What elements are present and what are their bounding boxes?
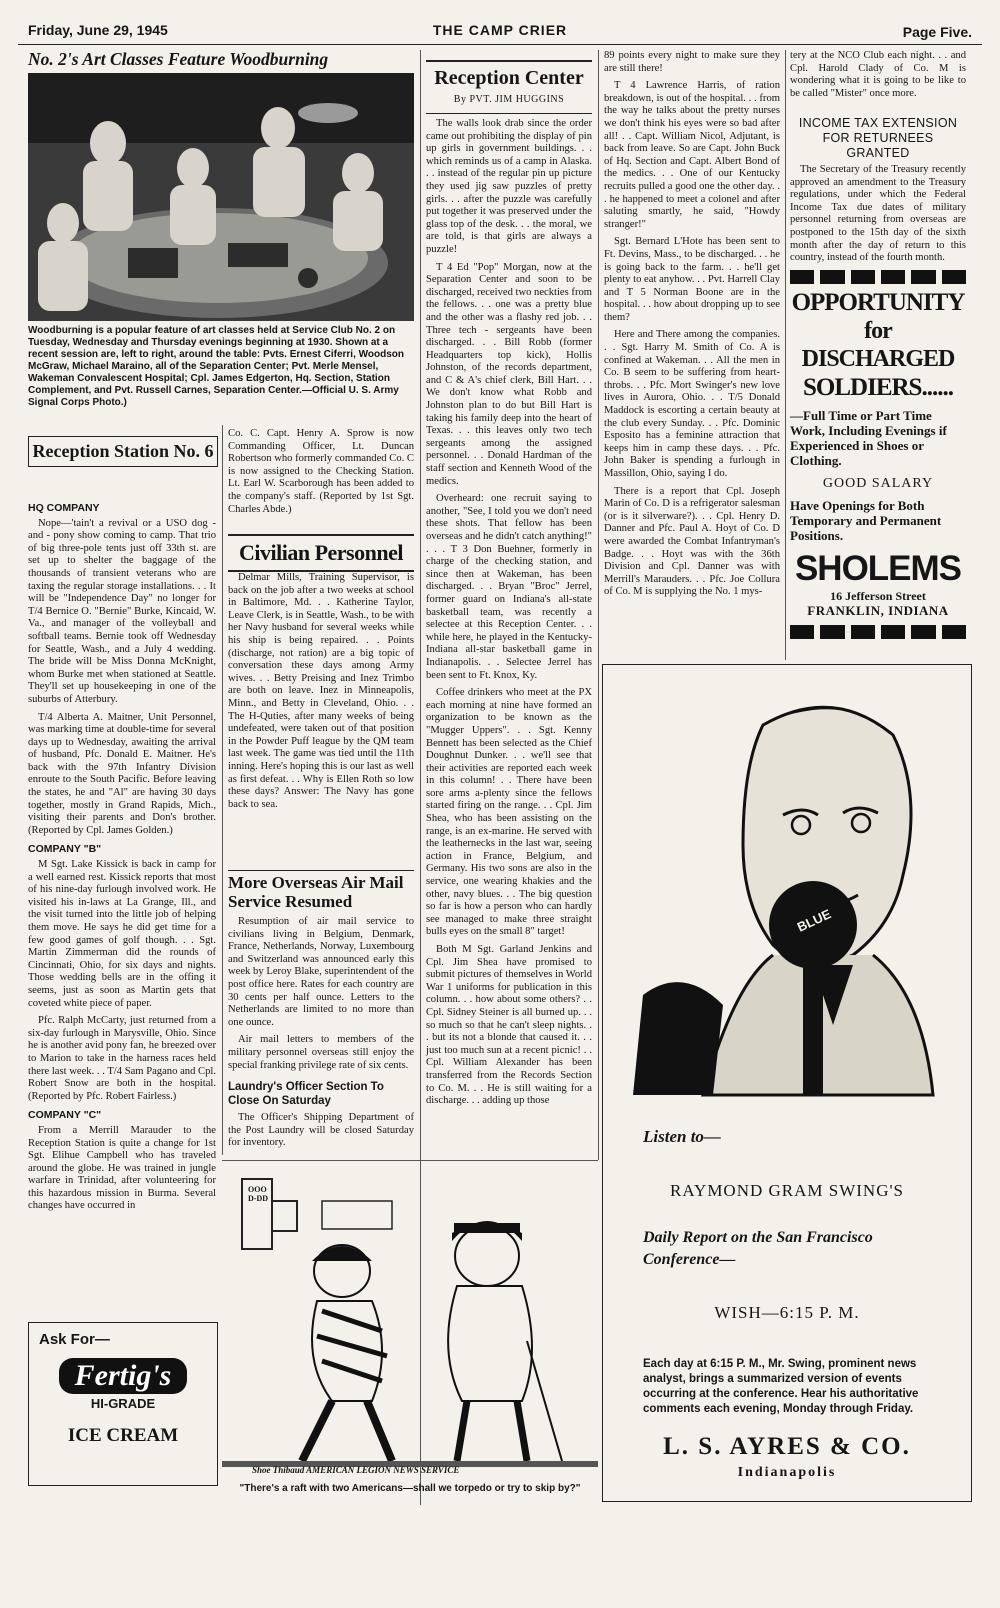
company-b-head: COMPANY "B" [28, 843, 102, 856]
reception-center-header [426, 60, 592, 114]
masthead [18, 18, 982, 45]
raymond-swing-portrait [603, 665, 971, 1095]
civilian-personnel-title: Civilian Personnel [239, 540, 403, 565]
ayres-body: Each day at 6:15 P. M., Mr. Swing, prominent news analyst, brings a summarized version of events occurring at the conference. Hear his authoritative comments each evening, Monday through Friday. [643, 1358, 919, 1415]
sholems-name: SHOLEMS [794, 549, 962, 588]
airmail-header [228, 870, 414, 911]
col4-p2: T 4 Lawrence Harris, of ration breakdown, is out of the hospital. . . from the way he talks about the pretty nurses we don't think his eyes were so bad after all! . . Capt. William Nicol, Adjutant, is back from leave. So are Capt. John Buck of Hq. Section and Capt. Albert Bond of the medics. . . One of our Kentucky recruits pulled a good one the other day. . . he happened to meet a colonel and after saluting smartly, he said, "Howdy stranger!" [604, 80, 780, 230]
column-rule [598, 50, 599, 1160]
income-tax-body [790, 164, 966, 276]
hq-company-head: HQ COMPANY [28, 502, 100, 514]
reception-station-title: Reception Station No. 6 [32, 441, 214, 461]
reception-station-header [28, 436, 218, 467]
ayres-daily: Daily Report on the San Francisco Conference— [643, 1229, 873, 1268]
art-headline: No. 2's Art Classes Feature Woodburning [28, 49, 329, 69]
sholems-discharged: for DISCHARGED [801, 318, 955, 372]
reception-center-p5: Both M Sgt. Garland Jenkins and Cpl. Jim Shea have promised to submit pictures of themselves in World War 1 uniforms for publication in this column. . . how about some others? . . Cpl. Sidney Steiner is all burned up. . . so much so that he can't sleep nights. . . but its not a blonde that caused it. . . just too much sun at a recent picnic! . . Cpl. William Alexander has been transferred from the Records Section to Co. M. . . He is still waiting for a discharge. . . adding up those [426, 944, 592, 1107]
paper-name: THE CAMP CRIER [432, 22, 568, 38]
income-tax-story [790, 116, 966, 276]
company-c-head: COMPANY "C" [28, 1109, 102, 1122]
cartoon-credit: Shoe Thibaud AMERICAN LEGION NEWS SERVICE [252, 1465, 460, 1475]
reception-center-byline: By PVT. JIM HUGGINS [453, 94, 565, 105]
income-tax-text: The Secretary of the Treasury recently approved an amendment to the Treasury regulations, under which the Federal Income Tax due dates of military personnel returning from overseas are postponed to the 15th day of the sixth month after the day of return to this country, instead of the fourth month. [790, 164, 966, 264]
page-number: Page Five. [902, 24, 972, 40]
cartoon-caption: "There's a raft with two Americans—shall we torpedo or try to skip by?" [239, 1483, 581, 1494]
column-rule [222, 425, 223, 1155]
reception-center-body [426, 118, 592, 1158]
ayres-program: RAYMOND GRAM SWING'S [669, 1181, 905, 1200]
sholems-ad [790, 270, 966, 640]
company-c-text: From a Merrill Marauder to the Reception Station is quite a change for 1st Sgt. Elihue Campbell who has traveled around the globe. He was trained in jungle warfare in Trinidad, after volunteering for this hazardous mission in Burma. Several changes have occurred in [28, 1124, 216, 1212]
sholems-openings: Have Openings for Both Temporary and Permanent Positions. [790, 498, 942, 543]
company-b-text-2: Pfc. Ralph McCarty, just returned from a six-day furlough in Marysville, Ohio. Since he is another avid pony fan, he breezed over to Marion to take in the harness races held there last week. . . T/4 Sam Pagano and Cpl. Robert Snow are both in the hospital. (Reported by Pfc. Robert Fairless.) [28, 1015, 216, 1102]
reception-center-p1: The walls look drab since the order came out prohibiting the display of pin up girls in government buildings. . . which reminds us of a camp in Alaska. . . instead of the regular pin up picture they used jig saw puzzles of pretty girls. . . after the puzzle was carefully put together it was preserved under the glass top of the desk. . . the moral, we are told, is that girls are always a puzzle! [426, 118, 592, 255]
cartoon-drawing [222, 1161, 598, 1479]
ayres-listen: Listen to— [643, 1127, 721, 1146]
hq-company-text: Nope—'tain't a revival or a USO dog - and - pony show coming to camp. That trio of big three-pole tents just off 33th st. are set up to shelter the baggage of the thousands of transient veterans who are taxing the regular storage installations. . . It will be "Independence Day" no longer for T/4 Bernice O. "Bernie" Burke, Kincaid, W. Va., and manager of the volleyball and softball teams. Bernie took off Wednesday for Seattle, Wash., and a July 4 wedding. The bride will be Miss Donna McKnight, whom Burke met when stationed at Seattle. They'll set up housekeeping in one of the suburbs of Atterbury. [28, 517, 216, 705]
reception-center-p3: Overheard: one recruit saying to another, "See, I told you we don't need these shots. That fellow has been overseas and he didn't catch anything!" . . . T 3 Don Buehner, formerly in charge of the checking station, and since then at Wakeman, has been discharged. . . Bryan "Broc" Jerrel, former guard on Indiana's all-state basketball team, was recently a selectee at this Reception Center. . . while here, he played in the Kentucky-Indiana all-star basketball game in Indianapolis. . . Selectee Jerrel has been sent to Ft. Knox, Ky. [426, 493, 592, 681]
fertigs-logo: Fertig's [59, 1358, 187, 1394]
fertigs-grade: HI-GRADE [90, 1396, 156, 1411]
ayres-store: L. S. AYRES & CO. [663, 1433, 911, 1460]
ayres-ad [602, 664, 972, 1502]
sholems-opportunity: OPPORTUNITY [791, 289, 965, 316]
sholems-city: FRANKLIN, INDIANA [807, 603, 949, 618]
fertigs-ad [28, 1322, 218, 1486]
col4-p1: 89 points every night to make sure they are still there! [604, 50, 780, 74]
ayres-city: Indianapolis [737, 1465, 837, 1480]
mic-flag-label: BLUE [794, 906, 834, 935]
ad-border-bottom [790, 625, 966, 639]
art-classes-story [28, 48, 414, 409]
sholems-soldiers: SOLDIERS...... [803, 374, 953, 401]
laundry-text: The Officer's Shipping Department of the Post Laundry will be closed Saturday for inventory. [228, 1112, 414, 1149]
income-tax-title: INCOME TAX EXTENSION FOR RETURNEES GRANTED [798, 116, 958, 160]
laundry-story [228, 1080, 414, 1172]
woodburning-photo [28, 73, 414, 321]
airmail-text: Resumption of air mail service to civilians living in Belgium, Denmark, France, Netherlands, Norway, Luxembourg and Switzerland was announced early this week by Leroy Blake, superintendent of the post office here. Rates for each country are 30 cents per half ounce. Letters to the Netherlands are limited to no more than one ounce. [228, 916, 414, 1028]
col5-p1: tery at the NCO Club each night. . . and Cpl. Harold Clady of Co. M is wondering what it is going to be like to be called "Mister" once more. [790, 50, 966, 99]
sholems-address: 16 Jefferson Street [830, 589, 926, 603]
reception-center-title: Reception Center [434, 67, 584, 89]
fertigs-product: ICE CREAM [67, 1425, 179, 1446]
company-c-continued-text: Co. C. Capt. Henry A. Sprow is now Commanding Officer, Lt. Duncan Robertson who formerly commanded Co. C is now assigned to the Checking Station. Lt. Earl W. Scarborough has been added to the company's staff. (Reported by 1st Sgt. Charles Abde.) [228, 428, 414, 515]
laundry-title: Laundry's Officer Section To Close On Saturday [228, 1081, 384, 1107]
cartoon-sign: OOO D-DD [248, 1185, 268, 1203]
col5-continued [790, 50, 966, 108]
sholems-salary: GOOD SALARY [822, 476, 934, 491]
airmail-text-2: Air mail letters to members of the military personnel overseas still enjoy the special franking privilege rate of six cents. [228, 1034, 414, 1071]
sholems-work: —Full Time or Part Time Work, Including Evenings if Experienced in Shoes or Clothing. [790, 408, 947, 468]
cartoon-panel [222, 1160, 598, 1501]
civilian-personnel-header [228, 534, 414, 572]
reception-center-p2: T 4 Ed "Pop" Morgan, now at the Separation Center and soon to be discharged, received two neckties from the fellows. . . one was a pretty blue and the other was a flashy red job. . . Three tech - sergeants have been discharged. . . Bill Robb (former Headquarters top kick), Hollis Johnston, of the records department, and C & A's chief clerk, Bill Hart. . . We don't know what Robb and Johnston plan to do but Bill Hart is taking his family deep into the heart of Texas. . . this leaves only two tech sergeants among the assigned personnel. . . Donald Hardman of the staff section and Kenneth Wood of the medics. [426, 261, 593, 487]
reception-center-p4: Coffee drinkers who meet at the PX each morning at nine have formed an organization to be known as the "Mugger Uppers". . . Sgt. Kenny Bennett has been selected as the Chief Doughnut Dunker. . . we'll see that their activities are reported each week in this column! . . There have been sore arms a-plenty since the fellows started firing on the range. . . Cpl. Jim Shea, who has been assisting on the range, is an ex-marine. He served with the leathernecks in the last war, seeing action in France, Belgium, and Germany. His two sons are also in the service, one wearing khakies and the other, navy blues. . . The big question so far is how a person who can hardly see managed to make three straight bulls eyes on the small 8" target! [426, 687, 592, 938]
ad-border-top [790, 270, 966, 284]
col4-p4: Here and There among the companies. . . Sgt. Harry M. Smith of Co. A is confined at Wakeman. . . All the men in Co. B seem to be suffering from heart-throbs. . . Pfc. Mort Swinger's new love lives in Aurora, Ohio. . . T/5 Donald Maddock is escorting a certain beauty at the club every Sunday. . . Pfc. Dominic Esposito has a feminine attraction that keeps him in camp these days. . . Pfc. John Baker is spending a furlough in Massillon, Ohio, saying I do. [604, 329, 780, 479]
col4-p5: There is a report that Cpl. Joseph Marin of Co. D is a refrigerator salesman (or is it silverware?). . . Cpl. Henry D. Danner and Pfc. Paul A. Hoyt of Co. D were awarded the Combat Infantryman's Badge. . . Hoyt was with the 36th Division and Cpl. Danner was with Merrill's Marauders. . . Pfc. Joe Collura of Co. M is supplying the No. 1 mys- [604, 485, 780, 598]
airmail-title: More Overseas Air Mail Service Resumed [228, 873, 404, 911]
civilian-personnel-text: Delmar Mills, Training Supervisor, is back on the job after a two weeks at school in Baltimore, Md. . . Katherine Taylor, Leave Clerk, is in Seattle, Wash., to be with her Navy husband for several weeks while his ship is being repaired. . . Points (discharge, not ration) are a big topic of conversation these days among Army wives. . . Betty Preising and Inez Trimbo are both on leave. Inez in Minneapolis, Minn., and Betty in Cleveland, Ohio. . . The H-Quties, after many weeks of being undefeated, were taken out of that position in the Powder Puff league by the QM team last week. The game was tied until the 11th inning. Here's hoping this is our last as well as first defeat. . . Why is Ellen Roth so low these days? Answer: The Navy has gone back to sea. [228, 572, 414, 810]
issue-date: Friday, June 29, 1945 [28, 22, 168, 38]
civilian-personnel-body [228, 572, 414, 862]
company-c-continued [228, 428, 414, 518]
ayres-wish: WISH—6:15 P. M. [714, 1303, 860, 1322]
col4-p3: Sgt. Bernard L'Hote has been sent to Ft. Devins, Mass., to be discharged. . . he is going back to the farm. . . he'll get plenty to eat anyhow. . . Pvt. Harrell Clay and T 5 Norman Boone are in the hospital. . . how about dropping up to see them? [604, 236, 780, 323]
hq-company-text-2: T/4 Alberta A. Maitner, Unit Personnel, was marking time at double-time for several days up to Wednesday, awaiting the arrival of husband, Pfc. Donald E. Maitner. He's back with the 97th Infantry Division enroute to the South Pacific. Before leaving the states, he and "Al" are having 30 days together, mostly in Grand Rapids, Mich., visiting their parents and Don's brother. (Reported by Cpl. James Golden.) [28, 711, 216, 836]
company-b-text: M Sgt. Lake Kissick is back in camp for a well earned rest. Kissick reports that most of his nine-day furlough involved work. He visited his in-laws at La Grange, Ill., and the visit turned into the little job of helping them move. He says he did get time for a few good games of golf though. . . Sgt. Martin Zimmerman did the rounds of Cincinnati, Ohio, for six days and nights. Those wedding bells are in the offing it seems, just as soon as Martin gets that coveted white piece of paper. [28, 859, 216, 1009]
fertigs-ask: Ask For— [39, 1331, 110, 1348]
column-rule [785, 50, 786, 660]
photo-caption: Woodburning is a popular feature of art classes held at Service Club No. 2 on Tuesday, Wednesday and Thursday evenings beginning at 1930. Shown at a recent session are, left to right, around the table: Pvts. Ernest Ciferri, Woodson McGraw, Michael Maraino, all of the Separation Center; Pvt. Merle Mensel, Wakeman Convalescent Hospital; Cpl. James Edgerton, Hq. Section, Station Complement, and Pvt. Russell Carnes, Separation Center.—Official U. S. Army Signal Corps Photo.) [28, 325, 404, 408]
airmail-body [228, 916, 414, 1071]
